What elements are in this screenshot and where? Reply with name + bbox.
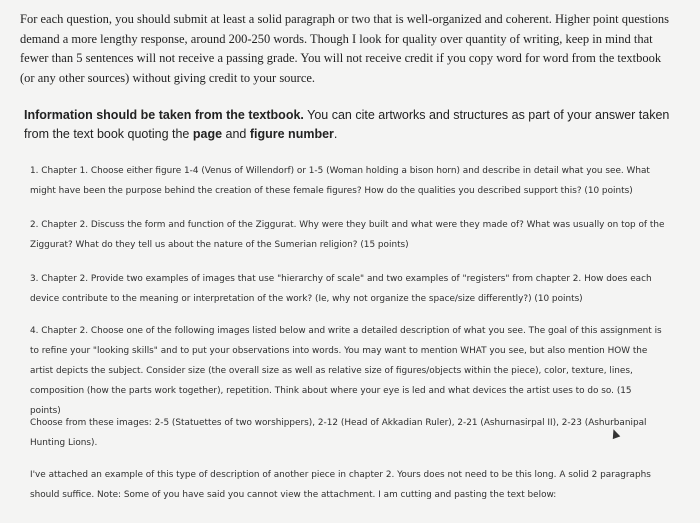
attachment-note: I've attached an example of this type of description of another piece in chapter 2. Yours does not need to be this long. A solid 2 paragraphs should suffice. Note: Some of you have said you cannot view the attachment. I am cutting and pasting the text below: <box>30 470 651 500</box>
note-bold-lead: Information should be taken from the textbook. <box>24 108 304 122</box>
note-bold-figure: figure number <box>249 127 334 141</box>
note-text-1: You can cite artworks and structures as part of your answer taken from the text book quoting the <box>24 108 670 141</box>
note-bold-page: page <box>192 127 223 141</box>
note-text-3: . <box>333 127 338 141</box>
image-choices: Choose from these images: 2-5 (Statuettes of two worshippers), 2-12 (Head of Akkadian Ruler), 2-21 (Ashurnasirpal II), 2-23 (Ashurbanipal Hunting Lions). <box>30 418 647 448</box>
question-3: 3. Chapter 2. Provide two examples of images that use "hierarchy of scale" and two examples of "registers" from chapter 2. How does each device contribute to the meaning or interpretation of the work? (Ie, why not organize the space/size differently?) (10 points) <box>30 274 652 304</box>
intro-paragraph: For each question, you should submit at least a solid paragraph or two that is well-organized and coherent. Higher point questions demand a more lengthy response, around 200-250 words. Though I look for quality over quantity of writing, keep in mind that fewer than 5 sentences will not receive a passing grade. You will not receive credit if you copy word for word from the textbook (or any other sources) without giving credit to your source. <box>20 12 669 85</box>
question-4: 4. Chapter 2. Choose one of the following images listed below and write a detailed description of what you see. The goal of this assignment is to refine your "looking skills" and to put your observations into words. You may want to mention WHAT you see, but also mention HOW the artist depicts the subject. Consider size (the overall size as well as relative size of figures/objects within the piece), color, texture, lines, composition (how the parts work together), repetition. Think about where your eye is led and what devices the artist uses to do so. (15 points) <box>30 326 662 416</box>
question-2: 2. Chapter 2. Discuss the form and function of the Ziggurat. Why were they built and what were they made of? What was usually on top of the Ziggurat? What do they tell us about the nature of the Sumerian religion? (15 points) <box>30 220 665 250</box>
question-1: 1. Chapter 1. Choose either figure 1-4 (Venus of Willendorf) or 1-5 (Woman holding a bison horn) and describe in detail what you see. What might have been the purpose behind the creation of these female figures? How do the qualities you described support this? (10 points) <box>30 166 650 196</box>
textbook-note <box>24 106 674 144</box>
note-text-2: and <box>222 127 250 141</box>
